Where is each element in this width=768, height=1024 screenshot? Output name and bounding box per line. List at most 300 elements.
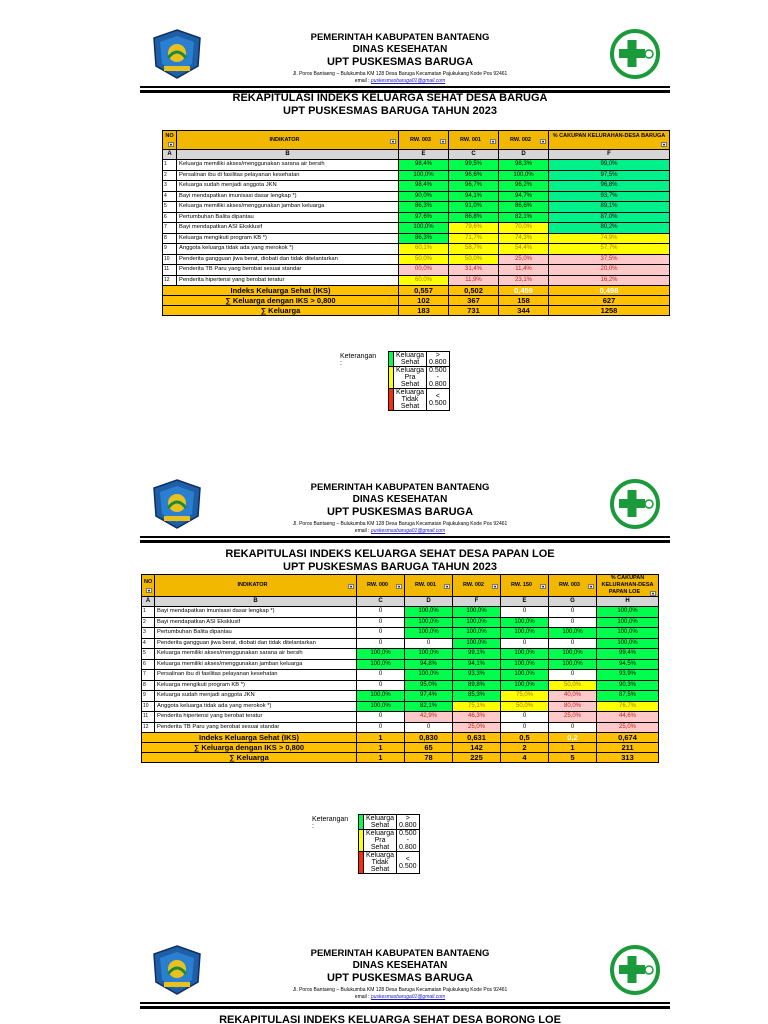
row-number: 7: [142, 670, 155, 681]
column-letter: C: [449, 150, 499, 160]
column-header[interactable]: % CAKUPAN KELURAHAN-DESA BARUGA ▾: [549, 131, 670, 150]
value-cell: 0: [501, 607, 549, 618]
value-cell: 100,0%: [501, 670, 549, 681]
value-cell: 100,0%: [357, 701, 405, 712]
summary-label: Indeks Keluarga Sehat (IKS): [142, 733, 357, 743]
column-letter: E: [501, 597, 549, 607]
value-cell: 98,4%: [399, 181, 449, 192]
table-row: [163, 223, 670, 234]
column-header[interactable]: RW. 001 ▾: [449, 131, 499, 150]
value-cell: 100,0%: [501, 659, 549, 670]
value-cell: 0: [357, 607, 405, 618]
value-cell: 50,0%: [549, 680, 597, 691]
legend-label: Keterangan :: [340, 353, 377, 367]
value-cell: 25,0%: [597, 722, 659, 733]
value-cell: 00,0%: [399, 265, 449, 276]
value-cell: 98,3%: [499, 160, 549, 171]
column-header[interactable]: RW. 001 ▾: [405, 575, 453, 597]
value-cell: 100,0%: [453, 628, 501, 639]
indicator-name: Penderita hipertensi yang berobat teratur: [155, 712, 357, 723]
value-cell: 86,3%: [399, 202, 449, 213]
email-link[interactable]: puskesmasbaruga01@gmail.com: [370, 528, 446, 534]
value-cell: 0: [549, 638, 597, 649]
table-row: [142, 712, 659, 723]
value-cell: 0: [549, 670, 597, 681]
row-number: 12: [163, 275, 177, 286]
row-number: 5: [163, 202, 177, 213]
legend-table: [388, 351, 450, 411]
value-cell: 99,5%: [449, 160, 499, 171]
column-letter: B: [155, 597, 357, 607]
value-cell: 25,0%: [549, 712, 597, 723]
address: Jl. Poros Bantaeng – Bulukumba KM 128 Desa Baruga Kecamatan Pajukukang Kode Pos 92461: [292, 521, 508, 527]
indicator-name: Keluarga mengikuti program KB *): [155, 680, 357, 691]
legend-row: [389, 367, 450, 389]
legend-name: Keluarga Pra Sehat: [394, 367, 427, 389]
letterhead: [0, 24, 768, 102]
filter-dropdown-icon[interactable]: ▾: [541, 138, 544, 144]
family-count-row: [163, 306, 670, 316]
summary-value: 1: [549, 743, 597, 753]
indicator-name: Keluarga sudah menjadi anggota JKN: [177, 181, 399, 192]
filter-dropdown-icon[interactable]: ▾: [589, 584, 592, 589]
value-cell: 97,6%: [399, 212, 449, 223]
value-cell: 75,0%: [501, 691, 549, 702]
value-cell: 87,0%: [549, 212, 670, 223]
column-header[interactable]: INDIKATOR ▾: [177, 131, 399, 150]
indicator-name: Penderita TB Paru yang berobat sesuai standar: [155, 722, 357, 733]
family-count-row: [142, 753, 659, 763]
value-cell: 37,5%: [549, 254, 670, 265]
table-row: [163, 160, 670, 171]
indicator-name: Penderita gangguan jiwa berat, diobati dan tidak ditelantarkan: [155, 638, 357, 649]
value-cell: 96,6%: [449, 170, 499, 181]
value-cell: 90,3%: [597, 680, 659, 691]
value-cell: 100,0%: [501, 628, 549, 639]
value-cell: 100,0%: [453, 638, 501, 649]
value-cell: 100,0%: [499, 170, 549, 181]
value-cell: 86,3%: [399, 233, 449, 244]
summary-value: 0,502: [449, 286, 499, 296]
org-line-2: DINAS KESEHATAN: [352, 44, 448, 55]
summary-label: Indeks Keluarga Sehat (IKS): [163, 286, 399, 296]
summary-value: 0,830: [405, 733, 453, 743]
value-cell: 100,0%: [405, 607, 453, 618]
value-cell: 86,8%: [449, 212, 499, 223]
row-number: 7: [163, 223, 177, 234]
summary-value: 0,5: [501, 733, 549, 743]
value-cell: 99,4%: [597, 649, 659, 660]
email-line: email : puskesmasbaruga01@gmail.com: [354, 78, 446, 84]
table-header-row: [142, 575, 659, 597]
summary-value: 367: [449, 296, 499, 306]
summary-value: 0,498: [549, 286, 670, 296]
value-cell: 100,0%: [357, 659, 405, 670]
header-rule-thick: [140, 540, 670, 543]
summary-value: 2: [501, 743, 549, 753]
summary-value: 1: [357, 753, 405, 763]
value-cell: 97,5%: [549, 170, 670, 181]
summary-label: ∑ Keluarga: [142, 753, 357, 763]
summary-value: 225: [453, 753, 501, 763]
value-cell: 100,0%: [597, 607, 659, 618]
value-cell: 100,0%: [405, 617, 453, 628]
value-cell: 93,9%: [597, 670, 659, 681]
header-rule: [140, 86, 670, 88]
summary-value: 5: [549, 753, 597, 763]
summary-value: 0,2: [549, 733, 597, 743]
column-header[interactable]: % CAKUPAN KELURAHAN-DESA PAPAN LOE ▾: [597, 575, 659, 597]
table-row: [163, 244, 670, 255]
org-line-3: UPT PUSKESMAS BARUGA: [326, 56, 474, 68]
value-cell: 93,7%: [549, 191, 670, 202]
summary-value: 313: [597, 753, 659, 763]
column-header[interactable]: RW. 003 ▾: [399, 131, 449, 150]
health-cross-logo-icon: [607, 944, 663, 996]
filter-dropdown-icon[interactable]: ▾: [491, 138, 494, 144]
header-rule: [140, 536, 670, 538]
value-cell: 0: [357, 617, 405, 628]
value-cell: 94,5%: [597, 659, 659, 670]
legend-range: < 0.500: [397, 852, 420, 874]
table-row: [163, 202, 670, 213]
column-header[interactable]: RW. 002 ▾: [453, 575, 501, 597]
column-header[interactable]: INDIKATOR ▾: [155, 575, 357, 597]
column-header[interactable]: NO ▾: [142, 575, 155, 597]
row-number: 4: [142, 638, 155, 649]
filter-dropdown-icon[interactable]: ▾: [651, 591, 654, 596]
healthy-family-count-row: [142, 743, 659, 753]
report-section-papan-loe: [0, 474, 768, 873]
value-cell: 91,0%: [449, 202, 499, 213]
legend-range: 0.500 - 0.800: [427, 367, 450, 389]
address: Jl. Poros Bantaeng – Bulukumba KM 128 Desa Baruga Kecamatan Pajukukang Kode Pos 92461: [292, 987, 508, 993]
row-number: 6: [142, 659, 155, 670]
value-cell: 100,0%: [501, 680, 549, 691]
value-cell: 100,0%: [399, 170, 449, 181]
org-line-1: PEMERINTAH KABUPATEN BANTAENG: [310, 32, 490, 43]
value-cell: 99,0%: [549, 160, 670, 171]
value-cell: 100,0%: [405, 628, 453, 639]
table-row: [142, 649, 659, 660]
iks-row: [163, 286, 670, 296]
row-number: 8: [142, 680, 155, 691]
table-row: [142, 628, 659, 639]
value-cell: 96,2%: [499, 181, 549, 192]
value-cell: 100,0%: [405, 649, 453, 660]
legend-label: Keterangan :: [312, 816, 349, 830]
table-row: [142, 638, 659, 649]
table-row: [163, 181, 670, 192]
indicator-name: Anggota keluarga tidak ada yang merokok *): [155, 701, 357, 712]
value-cell: 44,6%: [597, 712, 659, 723]
value-cell: 75,1%: [453, 701, 501, 712]
org-line-3: UPT PUSKESMAS BARUGA: [326, 972, 474, 984]
letterhead: [0, 940, 768, 1018]
value-cell: 93,3%: [453, 670, 501, 681]
report-section-borong-loe: [0, 940, 768, 1024]
indicator-name: Keluarga memiliki akses/menggunakan sarana air bersih: [177, 160, 399, 171]
value-cell: 80,0%: [549, 701, 597, 712]
table-row: [142, 680, 659, 691]
email-link[interactable]: puskesmasbaruga01@gmail.com: [370, 78, 446, 84]
value-cell: 74,9%: [549, 233, 670, 244]
value-cell: 96,8%: [549, 181, 670, 192]
value-cell: 100,0%: [549, 649, 597, 660]
value-cell: 76,7%: [597, 701, 659, 712]
indicator-name: Bayi mendapatkan ASI Eksklusif: [177, 223, 399, 234]
filter-dropdown-icon[interactable]: ▾: [349, 584, 352, 589]
value-cell: 0: [357, 712, 405, 723]
value-cell: 94,1%: [449, 191, 499, 202]
value-cell: 89,1%: [549, 202, 670, 213]
value-cell: 70,0%: [499, 223, 549, 234]
filter-dropdown-icon[interactable]: ▾: [662, 142, 665, 147]
value-cell: 25,0%: [499, 254, 549, 265]
indicator-name: Anggota keluarga tidak ada yang merokok *): [177, 244, 399, 255]
table-row: [163, 191, 670, 202]
filter-dropdown-icon[interactable]: ▾: [445, 584, 448, 589]
value-cell: 0: [405, 638, 453, 649]
row-number: 8: [163, 233, 177, 244]
row-number: 2: [163, 170, 177, 181]
indicator-name: Bayi mendapatkan imunisasi dasar lengkap *): [177, 191, 399, 202]
table-row: [163, 170, 670, 181]
column-header[interactable]: NO ▾: [163, 131, 177, 150]
value-cell: 98,4%: [399, 160, 449, 171]
row-number: 12: [142, 722, 155, 733]
value-cell: 82,1%: [499, 212, 549, 223]
letterhead: [0, 474, 768, 552]
table-row: [163, 265, 670, 276]
header-rule: [140, 1002, 670, 1004]
column-header[interactable]: RW. 000 ▾: [357, 575, 405, 597]
value-cell: 0: [357, 628, 405, 639]
table-header-row: [163, 131, 670, 150]
summary-value: 65: [405, 743, 453, 753]
row-number: 5: [142, 649, 155, 660]
column-header[interactable]: RW. 002 ▾: [499, 131, 549, 150]
value-cell: 42,9%: [405, 712, 453, 723]
value-cell: 0: [501, 638, 549, 649]
row-number: 9: [163, 244, 177, 255]
report-title: REKAPITULASI INDEKS KELUARGA SEHAT DESA BARUGA: [232, 92, 548, 104]
value-cell: 100,0%: [501, 617, 549, 628]
column-letter: G: [549, 597, 597, 607]
row-number: 10: [163, 254, 177, 265]
legend-table: [358, 814, 420, 874]
indicator-name: Penderita TB Paru yang berobat sesuai standar: [177, 265, 399, 276]
row-number: 2: [142, 617, 155, 628]
value-cell: 100,0%: [597, 617, 659, 628]
value-cell: 57,7%: [549, 244, 670, 255]
value-cell: 60,0%: [399, 275, 449, 286]
filter-dropdown-icon[interactable]: ▾: [397, 584, 400, 589]
indicator-name: Bayi mendapatkan imunisasi dasar lengkap *): [155, 607, 357, 618]
org-line-1: PEMERINTAH KABUPATEN BANTAENG: [310, 948, 490, 959]
summary-value: 0,459: [499, 286, 549, 296]
value-cell: 94,8%: [405, 659, 453, 670]
indicator-name: Keluarga memiliki akses/menggunakan jamban keluarga: [155, 659, 357, 670]
column-letter: A: [163, 150, 177, 160]
value-cell: 0: [357, 722, 405, 733]
value-cell: 23,1%: [499, 275, 549, 286]
value-cell: 60,1%: [399, 244, 449, 255]
value-cell: 82,1%: [405, 701, 453, 712]
value-cell: 0: [357, 670, 405, 681]
legend-row: [359, 852, 420, 874]
value-cell: 11,9%: [449, 275, 499, 286]
row-number: 1: [142, 607, 155, 618]
legend-row: [359, 830, 420, 852]
indicator-name: Keluarga memiliki akses/menggunakan jamban keluarga: [177, 202, 399, 213]
value-cell: 11,4%: [499, 265, 549, 276]
summary-value: 142: [453, 743, 501, 753]
legend-name: Keluarga Sehat: [394, 352, 427, 367]
value-cell: 0: [501, 712, 549, 723]
legend-row: [389, 352, 450, 367]
value-cell: 100,0%: [357, 691, 405, 702]
table-row: [142, 701, 659, 712]
indicator-name: Penderita hipertensi yang berobat teratur: [177, 275, 399, 286]
value-cell: 100,0%: [597, 628, 659, 639]
org-line-2: DINAS KESEHATAN: [352, 494, 448, 505]
legend-name: Keluarga Pra Sehat: [364, 830, 397, 852]
summary-value: 0,631: [453, 733, 501, 743]
value-cell: 71,7%: [449, 233, 499, 244]
iks-table-papan-loe: [141, 574, 659, 763]
indicator-name: Bayi mendapatkan ASI Eksklusif: [155, 617, 357, 628]
filter-dropdown-icon[interactable]: ▾: [493, 584, 496, 589]
value-cell: 86,6%: [499, 202, 549, 213]
indicator-name: Persalinan ibu di fasilitas pelayanan kesehatan: [155, 670, 357, 681]
summary-label: ∑ Keluarga dengan IKS > 0,800: [142, 743, 357, 753]
legend-name: Keluarga Tidak Sehat: [364, 852, 397, 874]
column-letter: D: [405, 597, 453, 607]
table-row: [142, 670, 659, 681]
row-number: 1: [163, 160, 177, 171]
table-row: [163, 275, 670, 286]
legend-range: 0.500 - 0.800: [397, 830, 420, 852]
value-cell: 85,3%: [453, 691, 501, 702]
table-row: [163, 254, 670, 265]
value-cell: 90,0%: [399, 191, 449, 202]
table-row: [142, 691, 659, 702]
value-cell: 79,6%: [449, 223, 499, 234]
column-letter-row: [163, 150, 670, 160]
value-cell: 97,4%: [405, 691, 453, 702]
column-letter: F: [549, 150, 670, 160]
value-cell: 100,0%: [549, 628, 597, 639]
row-number: 11: [142, 712, 155, 723]
value-cell: 100,0%: [501, 649, 549, 660]
table-row: [163, 212, 670, 223]
indicator-name: Persalinan ibu di fasilitas pelayanan kesehatan: [177, 170, 399, 181]
value-cell: 100,0%: [405, 670, 453, 681]
column-letter: H: [597, 597, 659, 607]
value-cell: 100,0%: [453, 617, 501, 628]
summary-value: 731: [449, 306, 499, 316]
table-row: [142, 607, 659, 618]
row-number: 10: [142, 701, 155, 712]
org-line-2: DINAS KESEHATAN: [352, 960, 448, 971]
row-number: 4: [163, 191, 177, 202]
value-cell: 0: [501, 722, 549, 733]
value-cell: 20,0%: [549, 265, 670, 276]
value-cell: 100,0%: [399, 223, 449, 234]
filter-dropdown-icon[interactable]: ▾: [147, 587, 150, 593]
column-letter: F: [453, 597, 501, 607]
legend-name: Keluarga Tidak Sehat: [394, 389, 427, 411]
value-cell: 0: [549, 607, 597, 618]
health-cross-logo-icon: [607, 478, 663, 530]
address: Jl. Poros Bantaeng – Bulukumba KM 128 Desa Baruga Kecamatan Pajukukang Kode Pos 92461: [292, 71, 508, 77]
column-letter: A: [142, 597, 155, 607]
column-letter: B: [177, 150, 399, 160]
email-link[interactable]: puskesmasbaruga01@gmail.com: [370, 994, 446, 1000]
report-section-baruga: [0, 24, 768, 410]
value-cell: 0: [549, 722, 597, 733]
table-row: [142, 659, 659, 670]
value-cell: 46,3%: [453, 712, 501, 723]
value-cell: 0: [405, 722, 453, 733]
value-cell: 100,0%: [453, 607, 501, 618]
filter-dropdown-icon[interactable]: ▾: [441, 138, 444, 144]
summary-value: 158: [499, 296, 549, 306]
legend-row: [389, 389, 450, 411]
filter-dropdown-icon[interactable]: ▾: [541, 584, 544, 589]
column-header[interactable]: RW. 003 ▾: [549, 575, 597, 597]
value-cell: 50,0%: [449, 254, 499, 265]
health-cross-logo-icon: [607, 28, 663, 80]
row-number: 11: [163, 265, 177, 276]
summary-value: 0,674: [597, 733, 659, 743]
value-cell: 100,0%: [357, 649, 405, 660]
summary-value: 78: [405, 753, 453, 763]
value-cell: 0: [549, 617, 597, 628]
filter-dropdown-icon[interactable]: ▾: [169, 142, 172, 147]
value-cell: 0: [357, 638, 405, 649]
legend-range: > 0.800: [427, 352, 450, 367]
value-cell: 31,4%: [449, 265, 499, 276]
value-cell: 87,5%: [597, 691, 659, 702]
legend-name: Keluarga Sehat: [364, 815, 397, 830]
summary-value: 183: [399, 306, 449, 316]
legend-range: < 0.500: [427, 389, 450, 411]
summary-value: 627: [549, 296, 670, 306]
summary-value: 344: [499, 306, 549, 316]
filter-dropdown-icon[interactable]: ▾: [391, 138, 394, 144]
indicator-name: Keluarga memiliki akses/menggunakan sarana air bersih: [155, 649, 357, 660]
value-cell: 100,0%: [549, 659, 597, 670]
value-cell: 54,4%: [499, 244, 549, 255]
value-cell: 74,3%: [499, 233, 549, 244]
value-cell: 0: [357, 680, 405, 691]
table-row: [163, 233, 670, 244]
report-title: REKAPITULASI INDEKS KELUARGA SEHAT DESA PAPAN LOE: [225, 548, 555, 560]
iks-table-baruga: [162, 130, 670, 316]
value-cell: 94,1%: [453, 659, 501, 670]
legend-range: > 0.800: [397, 815, 420, 830]
summary-label: ∑ Keluarga: [163, 306, 399, 316]
header-rule-thick: [140, 1006, 670, 1009]
column-letter: C: [357, 597, 405, 607]
bantaeng-regency-emblem-icon: [150, 944, 204, 996]
bantaeng-regency-emblem-icon: [150, 478, 204, 530]
summary-value: 1: [357, 743, 405, 753]
value-cell: 99,1%: [453, 649, 501, 660]
column-header[interactable]: RW. 150 ▾: [501, 575, 549, 597]
